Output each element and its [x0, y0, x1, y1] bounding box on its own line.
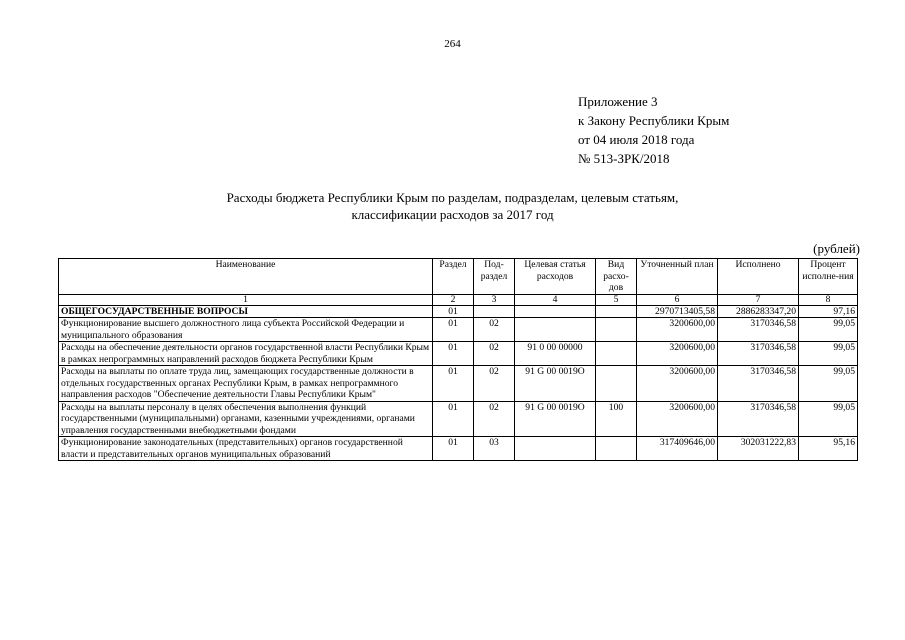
- appendix-line: Приложение 3: [578, 94, 658, 109]
- row-name: Функционирование законодательных (представительных) органов государственной власти и представительных органов муниципальных образований: [59, 437, 433, 461]
- header-plan: Уточненный план: [637, 259, 718, 295]
- row-section: 01: [433, 401, 474, 437]
- row-section: 01: [433, 342, 474, 366]
- expenditure-table: [58, 258, 858, 461]
- column-number-row: [59, 294, 858, 305]
- row-kind: 100: [596, 401, 637, 437]
- row-executed: 3170346,58: [718, 318, 799, 342]
- row-section: 01: [433, 318, 474, 342]
- row-percent: 99,05: [799, 342, 858, 366]
- row-target: [515, 318, 596, 342]
- table-row: [59, 342, 858, 366]
- column-number: 2: [433, 294, 474, 305]
- row-plan: 3200600,00: [637, 318, 718, 342]
- row-name: Расходы на выплаты по оплате труда лиц, замещающих государственные должности в отдельных государственных органах Республики Крым, в рамках непрограммного направления расходов "Обеспечение деятельности Главы Республики Крым": [59, 366, 433, 402]
- column-number: 7: [718, 294, 799, 305]
- table-header-row: [59, 259, 858, 295]
- row-kind: [596, 318, 637, 342]
- column-number: 8: [799, 294, 858, 305]
- row-target: 91 0 00 00000: [515, 342, 596, 366]
- row-plan: 3200600,00: [637, 366, 718, 402]
- column-number: 6: [637, 294, 718, 305]
- row-subsection: 02: [474, 366, 515, 402]
- column-number: 3: [474, 294, 515, 305]
- appendix-line: к Закону Республики Крым: [578, 113, 730, 128]
- row-plan: 2970713405,58: [637, 305, 718, 318]
- header-kind: Вид расхо-дов: [596, 259, 637, 295]
- column-number: 4: [515, 294, 596, 305]
- row-name: ОБЩЕГОСУДАРСТВЕННЫЕ ВОПРОСЫ: [59, 305, 433, 318]
- row-section: 01: [433, 305, 474, 318]
- header-subsection: Под-раздел: [474, 259, 515, 295]
- row-percent: 99,05: [799, 366, 858, 402]
- currency-note: (рублей): [813, 241, 860, 256]
- appendix-line: № 513-ЗРК/2018: [578, 151, 670, 166]
- row-section: 01: [433, 437, 474, 461]
- row-plan: 317409646,00: [637, 437, 718, 461]
- row-percent: 99,05: [799, 401, 858, 437]
- row-executed: 302031222,83: [718, 437, 799, 461]
- row-executed: 2886283347,20: [718, 305, 799, 318]
- row-executed: 3170346,58: [718, 401, 799, 437]
- appendix-line: от 04 июля 2018 года: [578, 132, 695, 147]
- table-row: [59, 366, 858, 402]
- table-row: [59, 401, 858, 437]
- row-percent: 97,16: [799, 305, 858, 318]
- row-target: 91 G 00 0019О: [515, 401, 596, 437]
- row-percent: 99,05: [799, 318, 858, 342]
- row-subsection: 02: [474, 342, 515, 366]
- header-percent: Процент исполне-ния: [799, 259, 858, 295]
- column-number: 1: [59, 294, 433, 305]
- row-subsection: 02: [474, 401, 515, 437]
- row-kind: [596, 305, 637, 318]
- header-section: Раздел: [433, 259, 474, 295]
- table-row: [59, 318, 858, 342]
- row-executed: 3170346,58: [718, 342, 799, 366]
- header-executed: Исполнено: [718, 259, 799, 295]
- row-kind: [596, 437, 637, 461]
- row-plan: 3200600,00: [637, 342, 718, 366]
- column-number: 5: [596, 294, 637, 305]
- row-percent: 95,16: [799, 437, 858, 461]
- row-subsection: 02: [474, 318, 515, 342]
- appendix-reference: [578, 92, 729, 168]
- row-target: 91 G 00 0019О: [515, 366, 596, 402]
- header-name: Наименование: [59, 259, 433, 295]
- row-plan: 3200600,00: [637, 401, 718, 437]
- title-line: Расходы бюджета Республики Крым по разделам, подразделам, целевым статьям,: [226, 190, 679, 205]
- row-section: 01: [433, 366, 474, 402]
- row-executed: 3170346,58: [718, 366, 799, 402]
- table-row: [59, 305, 858, 318]
- row-subsection: [474, 305, 515, 318]
- row-target: [515, 305, 596, 318]
- document-title: [0, 189, 905, 223]
- title-line: классификации расходов за 2017 год: [351, 207, 554, 222]
- header-target: Целевая статья расходов: [515, 259, 596, 295]
- row-target: [515, 437, 596, 461]
- row-kind: [596, 366, 637, 402]
- row-subsection: 03: [474, 437, 515, 461]
- row-name: Расходы на обеспечение деятельности органов государственной власти Республики Крым в рамках непрограммных направлений расходов бюджета Республики Крым: [59, 342, 433, 366]
- row-name: Функционирование высшего должностного лица субъекта Российской Федерации и муниципального образования: [59, 318, 433, 342]
- row-name: Расходы на выплаты персоналу в целях обеспечения выполнения функций государственными (муниципальными) органами, казенными учреждениями, органами управления государственными внебюджетными фондами: [59, 401, 433, 437]
- table-row: [59, 437, 858, 461]
- row-kind: [596, 342, 637, 366]
- page-number: 264: [444, 38, 461, 50]
